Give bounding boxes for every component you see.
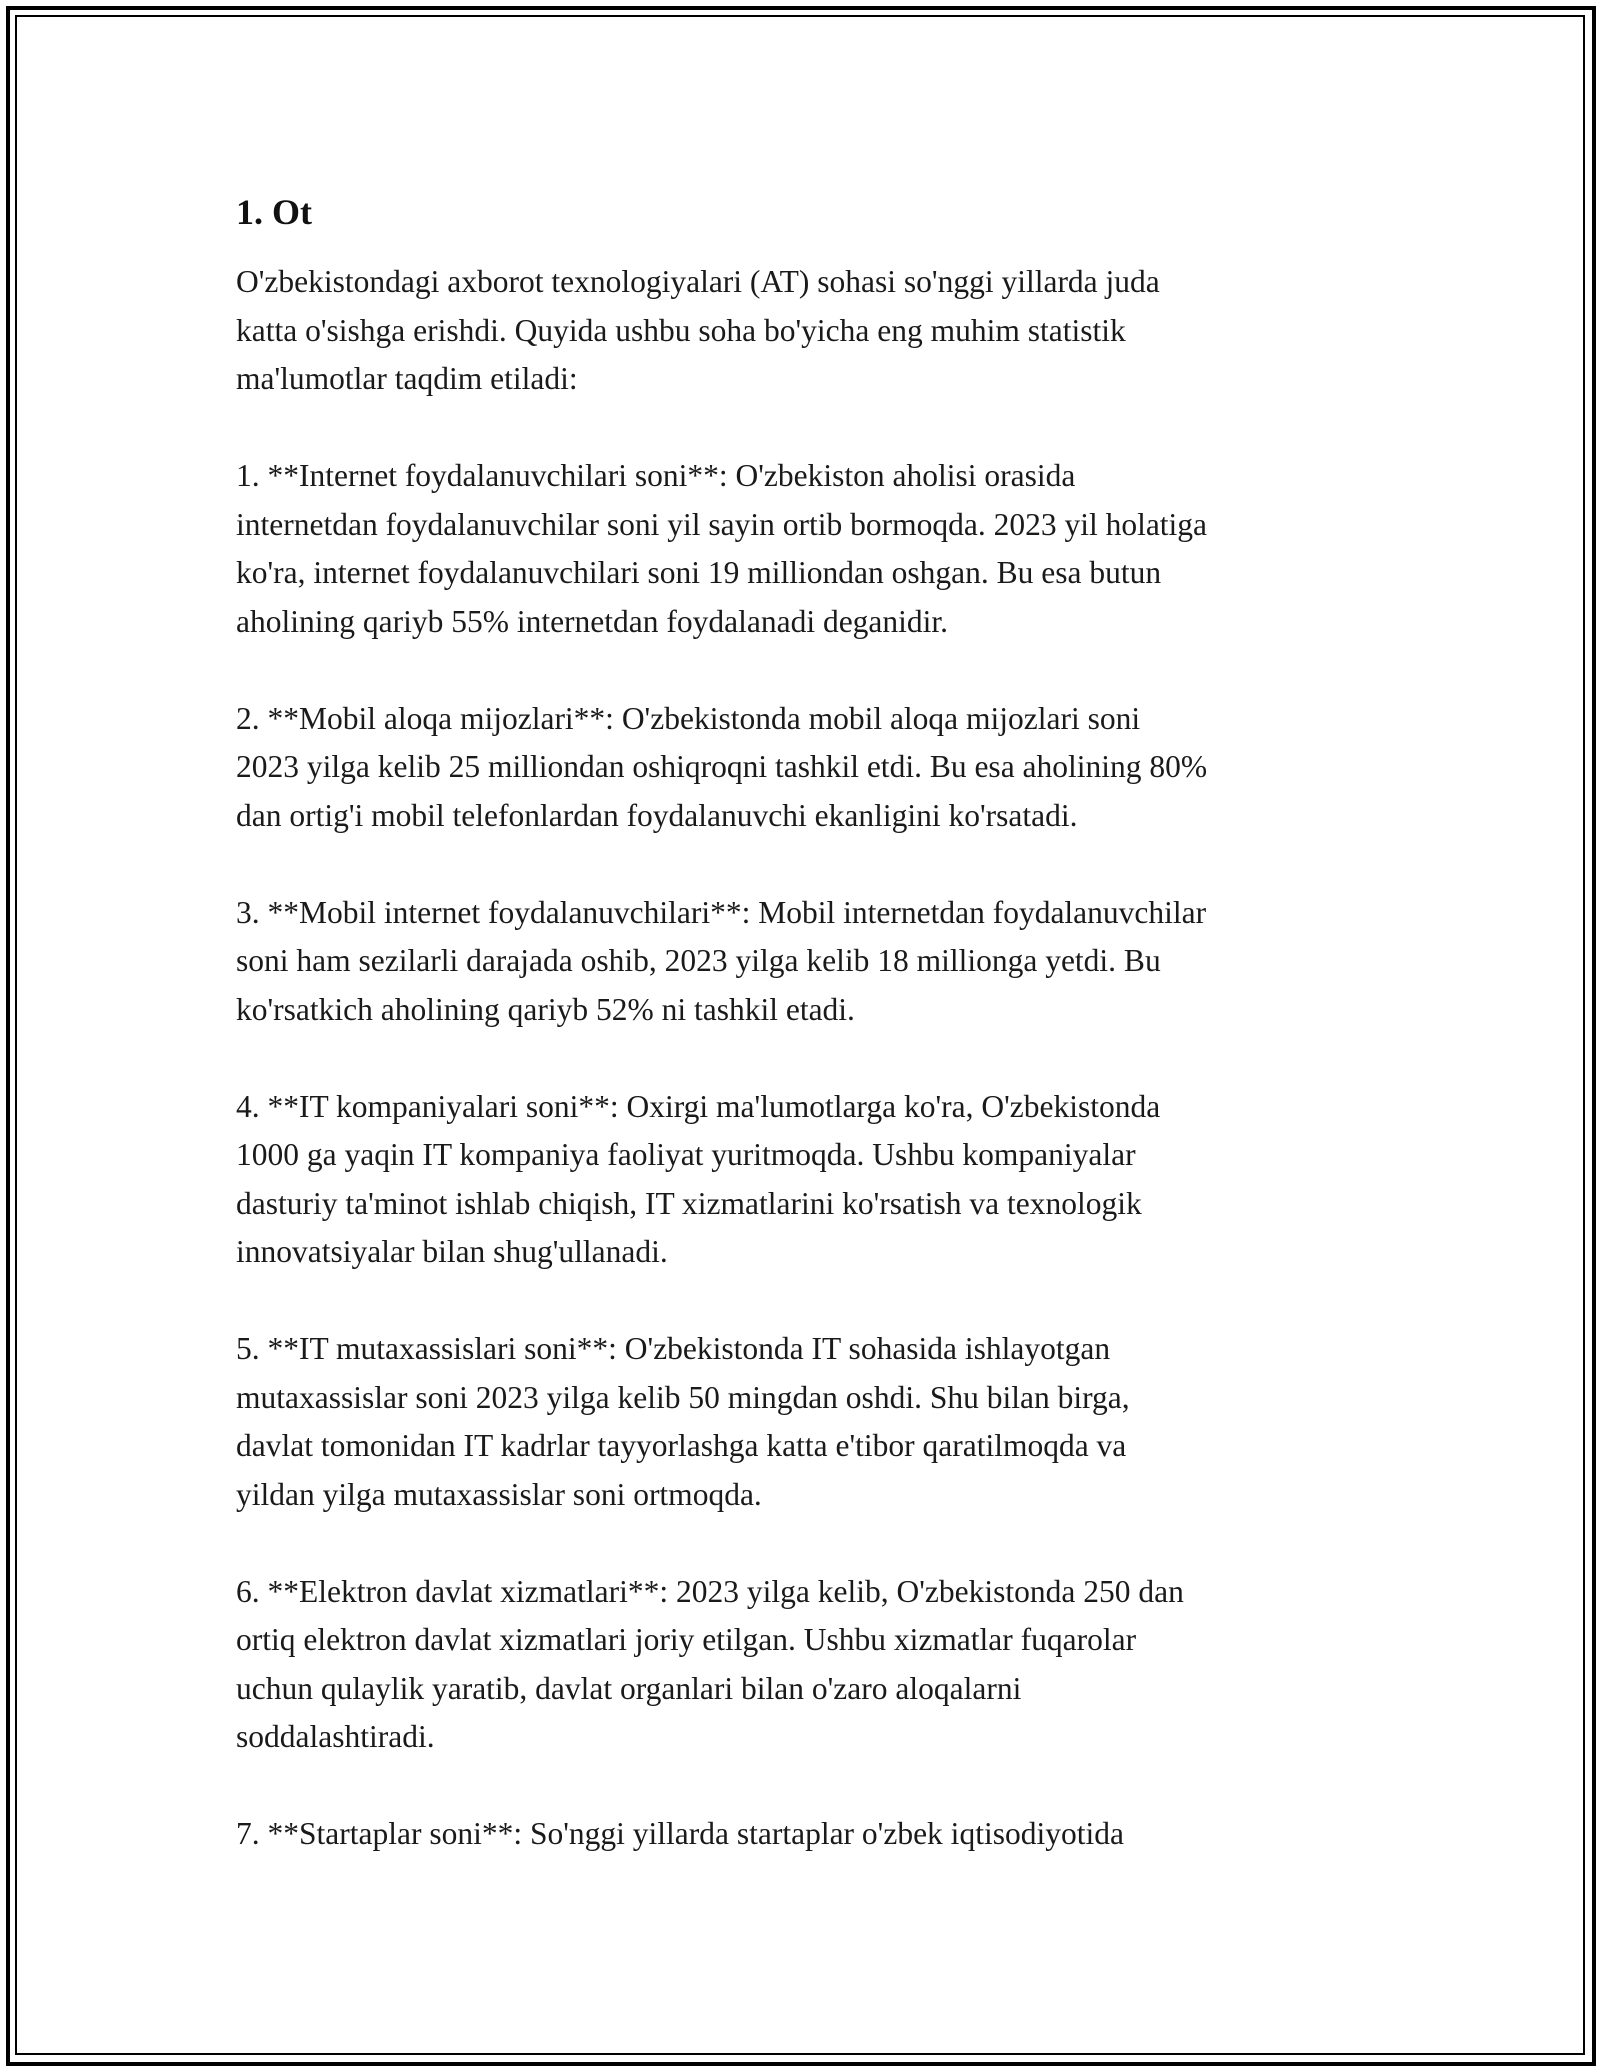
text-line: mutaxassislar soni 2023 yilga kelib 50 mingdan oshdi. Shu bilan birga,	[236, 1379, 1130, 1415]
item-mobile-subscribers	[236, 695, 1386, 841]
text-line: 1. **Internet foydalanuvchilari soni**: O'zbekiston aholisi orasida	[236, 458, 1076, 493]
text-line: dasturiy ta'minot ishlab chiqish, IT xizmatlarini ko'rsatish va texnologik	[236, 1185, 1142, 1221]
item-mobile-internet-users	[236, 889, 1386, 1035]
item-startups	[236, 1810, 1386, 1859]
text-line: dan ortig'i mobil telefonlardan foydalanuvchi ekanligini ko'rsatadi.	[236, 797, 1078, 833]
text-line: 1000 ga yaqin IT kompaniya faoliyat yuritmoqda. Ushbu kompaniyalar	[236, 1137, 1136, 1172]
item-internet-users	[236, 452, 1386, 646]
text-line: 7. **Startaplar soni**: So'nggi yillarda startaplar o'zbek iqtisodiyotida	[236, 1816, 1124, 1851]
document-heading: 1. Ot	[236, 192, 312, 232]
text-line: 2023 yilga kelib 25 milliondan oshiqroqni tashkil etdi. Bu esa aholining 80%	[236, 749, 1208, 784]
text-line: innovatsiyalar bilan shug'ullanadi.	[236, 1234, 668, 1269]
text-line: ko'ra, internet foydalanuvchilari soni 19 milliondan oshgan. Bu esa butun	[236, 555, 1162, 590]
intro-paragraph	[236, 258, 1386, 404]
text-line: 6. **Elektron davlat xizmatlari**: 2023 yilga kelib, O'zbekistonda 250 dan	[236, 1573, 1184, 1609]
text-line: internetdan foydalanuvchilar soni yil sayin ortib bormoqda. 2023 yil holatiga	[236, 506, 1208, 542]
text-line: 2. **Mobil aloqa mijozlari**: O'zbekistonda mobil aloqa mijozlari soni	[236, 700, 1141, 736]
text-line: aholining qariyb 55% internetdan foydalanadi deganidir.	[236, 603, 949, 639]
text-line: yildan yilga mutaxassislar soni ortmoqda.	[236, 1476, 762, 1512]
text-line: 4. **IT kompaniyalari soni**: Oxirgi ma'lumotlarga ko'ra, O'zbekistonda	[236, 1088, 1161, 1124]
item-it-specialists	[236, 1325, 1386, 1519]
text-line: 5. **IT mutaxassislari soni**: O'zbekistonda IT sohasida ishlayotgan	[236, 1331, 1111, 1366]
text-line: katta o'sishga erishdi. Quyida ushbu soha bo'yicha eng muhim statistik	[236, 312, 1126, 348]
text-line: O'zbekistondagi axborot texnologiyalari (AT) sohasi so'nggi yillarda juda	[236, 264, 1160, 299]
text-line: 3. **Mobil internet foydalanuvchilari**: Mobil internetdan foydalanuvchilar	[236, 894, 1207, 930]
text-line: ma'lumotlar taqdim etiladi:	[236, 361, 578, 396]
text-line: ortiq elektron davlat xizmatlari joriy etilgan. Ushbu xizmatlar fuqarolar	[236, 1622, 1137, 1657]
text-line: soddalashtiradi.	[236, 1719, 435, 1754]
document-body	[236, 188, 1386, 1907]
item-it-companies	[236, 1083, 1386, 1277]
text-line: davlat tomonidan IT kadrlar tayyorlashga katta e'tibor qaratilmoqda va	[236, 1428, 1127, 1463]
text-line: ko'rsatkich aholining qariyb 52% ni tashkil etadi.	[236, 991, 855, 1027]
text-line: uchun qulaylik yaratib, davlat organlari bilan o'zaro aloqalarni	[236, 1670, 1022, 1706]
text-line: soni ham sezilarli darajada oshib, 2023 yilga kelib 18 millionga yetdi. Bu	[236, 943, 1161, 978]
item-e-government-services	[236, 1568, 1386, 1762]
